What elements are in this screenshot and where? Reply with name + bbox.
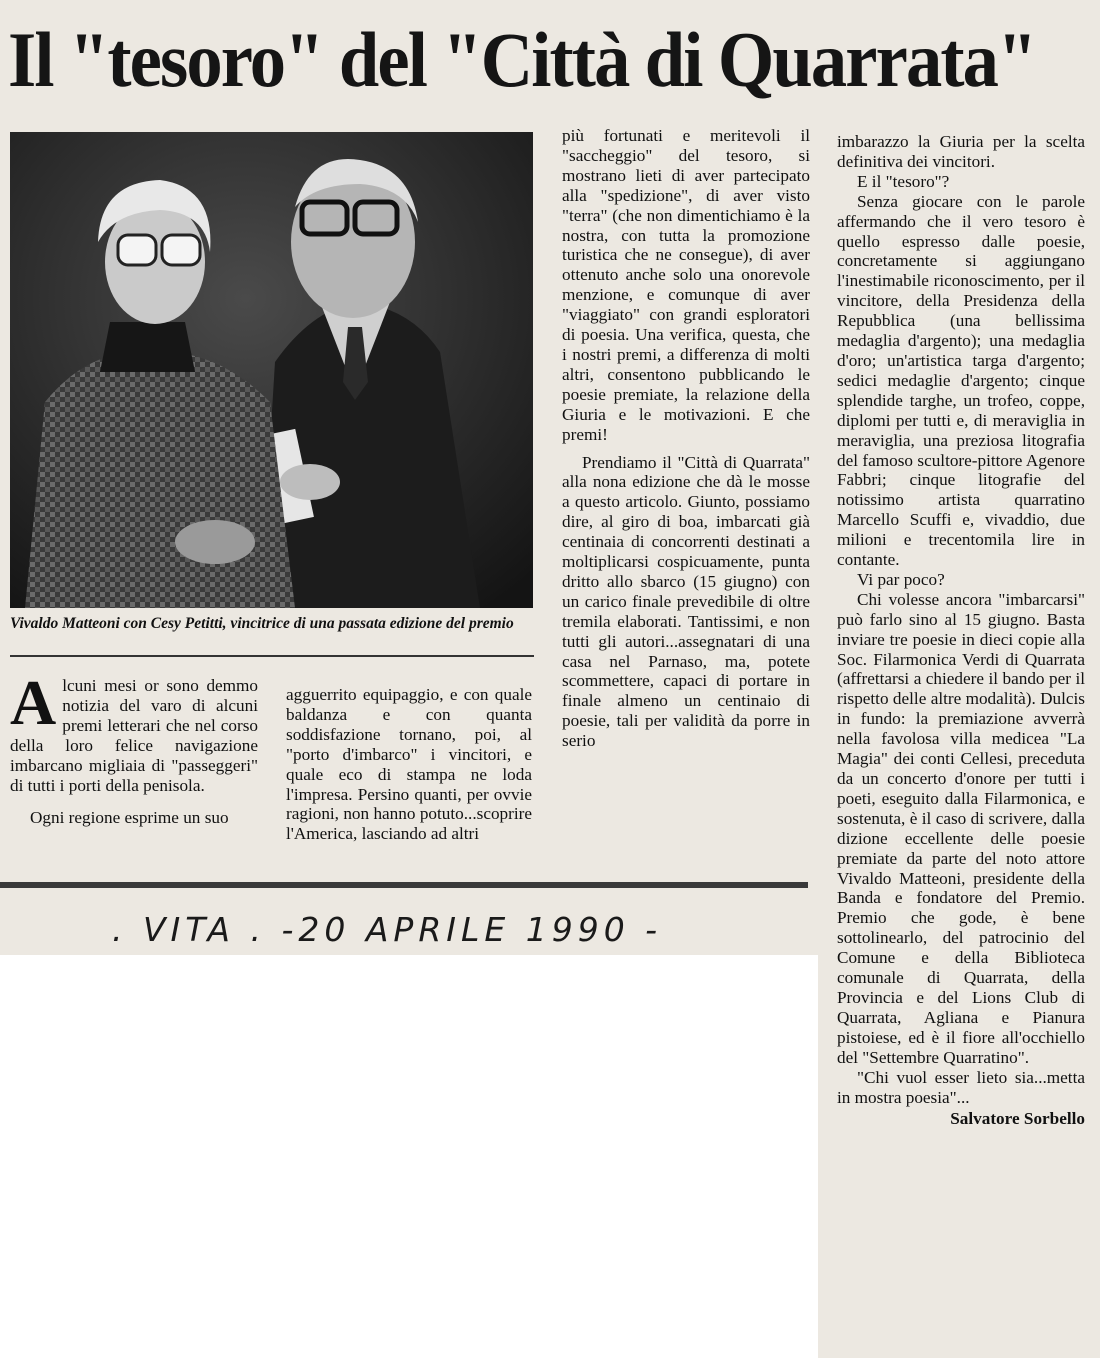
article-paragraph: Chi volesse ancora "imbarcarsi" può farlo sino al 15 giugno. Basta inviare tre poesie in dieci copie alla Soc. Filarmonica Verdi di Quarrata (affrettarsi a chiedere il bando per il rispetto delle altre modalità). Dulcis in fundo: la premiazione avverrà nella favolosa villa medicea "La Magia" dei conti Cellesi, preceduta da un concerto d'onore per tutti i poeti, eseguito dalla Filarmonica, e sostenuta, è il caso di scrivere, dalla dizione eccellente delle poesie premiate da parte del noto attore Vivaldo Matteoni, presidente della Banda e fondatore del Premio. Premio che gode, è bene sottolinearlo, del patrocinio del Comune e della Biblioteca comunale di Quarrata, della Provincia e del Lions Club di Quarrata, Agliana e Pianura pistoiese, ed è il fiore all'occhiello del "Settembre Quarratino". [837,589,1085,1067]
article-paragraph: Ogni regione esprime un suo [30,808,229,828]
article-paragraph: "Chi vuol esser lieto sia...metta in mostra poesia"... [837,1067,1085,1107]
article-column-4 [837,132,1085,1129]
article-column-1 [10,667,258,828]
article-title: Il "tesoro" del "Città di Quarrata" [8,16,1036,103]
article-paragraph: Vi par poco? [857,569,945,589]
article-paragraph: agguerrito equipaggio, e con quale baldanza e con quanta soddisfazione tornano, poi, al "porto d'imbarco" i vincitori, e quale eco di stampa ne loda l'impresa. Persino quanti, per ovvie ragioni, non hanno potuto...scoprire l'America, lasciando ad altri [286,685,532,844]
bottom-divider [0,882,808,888]
article-paragraph: Alcuni mesi or sono demmo notizia del varo di alcuni premi letterari che nel corso della loro felice navigazione imbarcano migliaia di "passeggeri" di tutti i porti della penisola. [10,667,258,795]
article-column-3 [562,126,810,751]
caption-divider [10,655,534,657]
article-paragraph: più fortunati e meritevoli il "saccheggio" del tesoro, si mostrano lieti di aver partecipato alla "spedizione", di aver visto "terra" (che non dimentichiamo è la nostra, con tutta la promozione turistica che ne consegue), di aver ottenuto anche solo una onorevole menzione, e comunque di aver "viaggiato" con grandi esploratori di poesia. Una verifica, questa, che i nostri premi, a differenza di molti altri, consentono pubblicando le poesie premiate, la relazione della Giuria e le motivazioni. E che premi! [562,126,810,444]
handwritten-source-note: . VITA . -20 APRILE 1990 - [112,910,663,949]
article-paragraph: E il "tesoro"? [857,171,950,191]
article-paragraph: Senza giocare con le parole affermando che il vero tesoro è quello espresso dalle poesie, concretamente si aggiungano l'inestimabile riconoscimento, per il vincitore, della Presidenza della Repubblica (una bellissima medaglia d'argento); una medaglia d'oro; un'artistica targa d'argento; sedici medaglie d'argento; cinque splendide targhe, un trofeo, coppe, diplomi per tutti e, di meraviglia in meraviglia, una preziosa litografia del famoso scultore-pittore Agenore Fabbri; cinque litografie del notissimo artista quarratino Marcello Scuffi e, vivaddio, due milioni e trecentomila lire in contante. [837,191,1085,570]
drop-cap: A [10,667,57,738]
article-photo [10,132,533,608]
article-byline: Salvatore Sorbello [950,1109,1085,1129]
article-column-2 [286,685,532,844]
photo-caption: Vivaldo Matteoni con Cesy Petitti, vincitrice di una passata edizione del premio [10,615,514,632]
article-paragraph: imbarazzo la Giuria per la scelta definitiva dei vincitori. [837,132,1085,171]
article-paragraph: Prendiamo il "Città di Quarrata" alla nona edizione che dà le mosse a questo articolo. Giunto, possiamo dire, al giro di boa, imbarcati già centinaia di concorrenti destinati a moltiplicarsi cospicuamente, punta dritto allo sbarco (15 giugno) con un carico finale prevedibile di oltre tremila elaborati. Tantissimi, e non tutti gli autori...assegnatari di una casa nel Parnaso, ma, potete scommettere, capaci di portare in finale almeno un centinaio di poesie, tali per validità da porre in serio [562,452,810,751]
